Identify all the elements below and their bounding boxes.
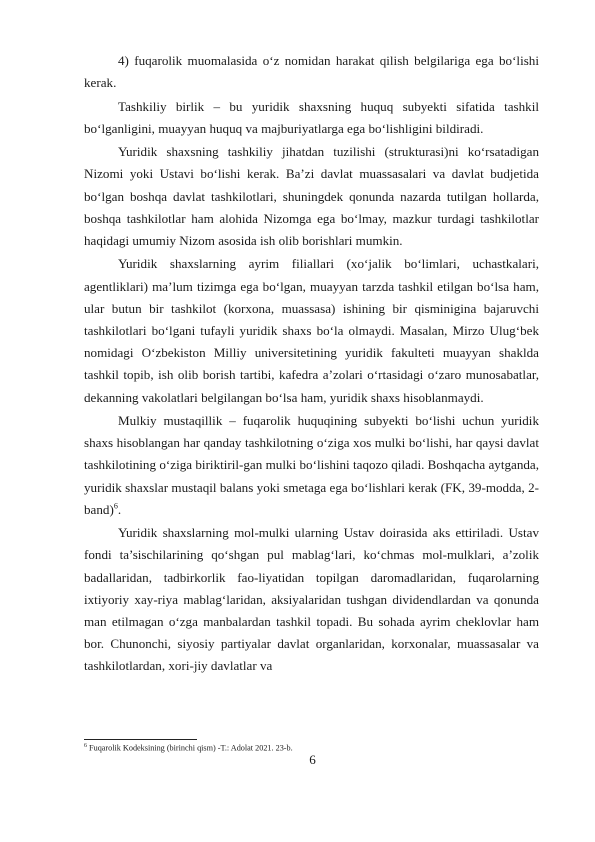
paragraph: Yuridik shaxsning tashkiliy jihatdan tuzilishi (strukturasi)ni ko‘rsatadigan Nizomi yoki Ustavi bo‘lishi kerak. Ba’zi davlat muassasalari va davlat budjetida bo‘lgan boshqa davlat tashkilotlari, shuningdek qonunda nazarda tutilgan hollarda, boshqa tashkilotlar ham alohida Nizomga ega bo‘lmay, mazkur turdagi tashkilotlar haqidagi umumiy Nizom asosida ish olib borishlari mumkin.	[84, 144, 539, 248]
footnote-divider	[84, 739, 197, 740]
paragraph-text: Mulkiy mustaqillik – fuqarolik huquqining subyekti bo‘lishi uchun yuridik shaxs hisoblangan har qanday tashkilotning o‘ziga xos mulki bo‘lishi, har qaysi davlat tashkilotining o‘ziga biriktiril-gan mulki bo‘lishini taqozo qiladi. Boshqacha aytganda, yuridik shaxslar mustaqil balans yoki smetaga ega bo‘lishlari kerak (FK, 39-modda, 2-band)	[84, 413, 539, 517]
footnote-marker: 6	[84, 743, 87, 749]
paragraph-with-footnote	[84, 410, 539, 521]
paragraph-end: .	[117, 501, 122, 517]
paragraph: Yuridik shaxslarning mol-mulki ularning Ustav doirasida aks ettiriladi. Ustav fondi ta’sischilarining qo‘shgan pul mablag‘lari, ko‘chmas mol-mulklari, a’zolik badallaridan, tadbirkorlik fao-liyatidan topilgan daromadlaridan, fuqarolarning ixtiyoriy xay-riya mablag‘laridan, aksiyalaridan tushgan dividendlardan va qonunda man etilmagan o‘zga manbalardan tashkil topadi. Bu sohada ayrim cheklovlar ham bor. Chunonchi, siyosiy partiyalar davlat organlaridan, korxonalar, muassasalar va tashkilotlardan, xori-jiy davlatlar va	[84, 525, 539, 674]
paragraph: 4) fuqarolik muomalasida o‘z nomidan harakat qilish belgilariga ega bo‘lishi kerak.	[84, 53, 539, 91]
paragraph: Yuridik shaxslarning ayrim filiallari (xo‘jalik bo‘limlari, uchastkalari, agentliklari) ma’lum tizimga ega bo‘lgan, muayyan tarzda tashkil etilgan bo‘lsa ham, ular butun bir tashkilot (korxona, muassasa) ishining bir qisminigina bajaruvchi tashkilotlari bo‘lgani tufayli yuridik shaxs bo‘la olmaydi. Masalan, Mirzo Ulug‘bek nomidagi O‘zbekiston Milliy universitetining yuridik fakulteti muayyan shaklda tashkil topib, ish olib borish tartibi, kafedra a’zolari o‘rtasidagi o‘zaro munosabatlar, dekanning vakolatlari belgilangan bo‘lsa ham, yuridik shaxs hisoblanmaydi.	[84, 256, 539, 405]
paragraph: Tashkiliy birlik – bu yuridik shaxsning huquq subyekti sifatida tashkil bo‘lganligini, muayyan huquq va majburiyatlarga ega bo‘lishligini bildiradi.	[84, 98, 539, 136]
footnote-text: Fuqarolik Kodeksining (birinchi qism) -T.: Adolat 2021. 23-b.	[89, 743, 293, 753]
document-body	[84, 50, 539, 679]
footnote-reference[interactable]: 6	[113, 501, 118, 511]
page-number: 6	[309, 752, 316, 767]
